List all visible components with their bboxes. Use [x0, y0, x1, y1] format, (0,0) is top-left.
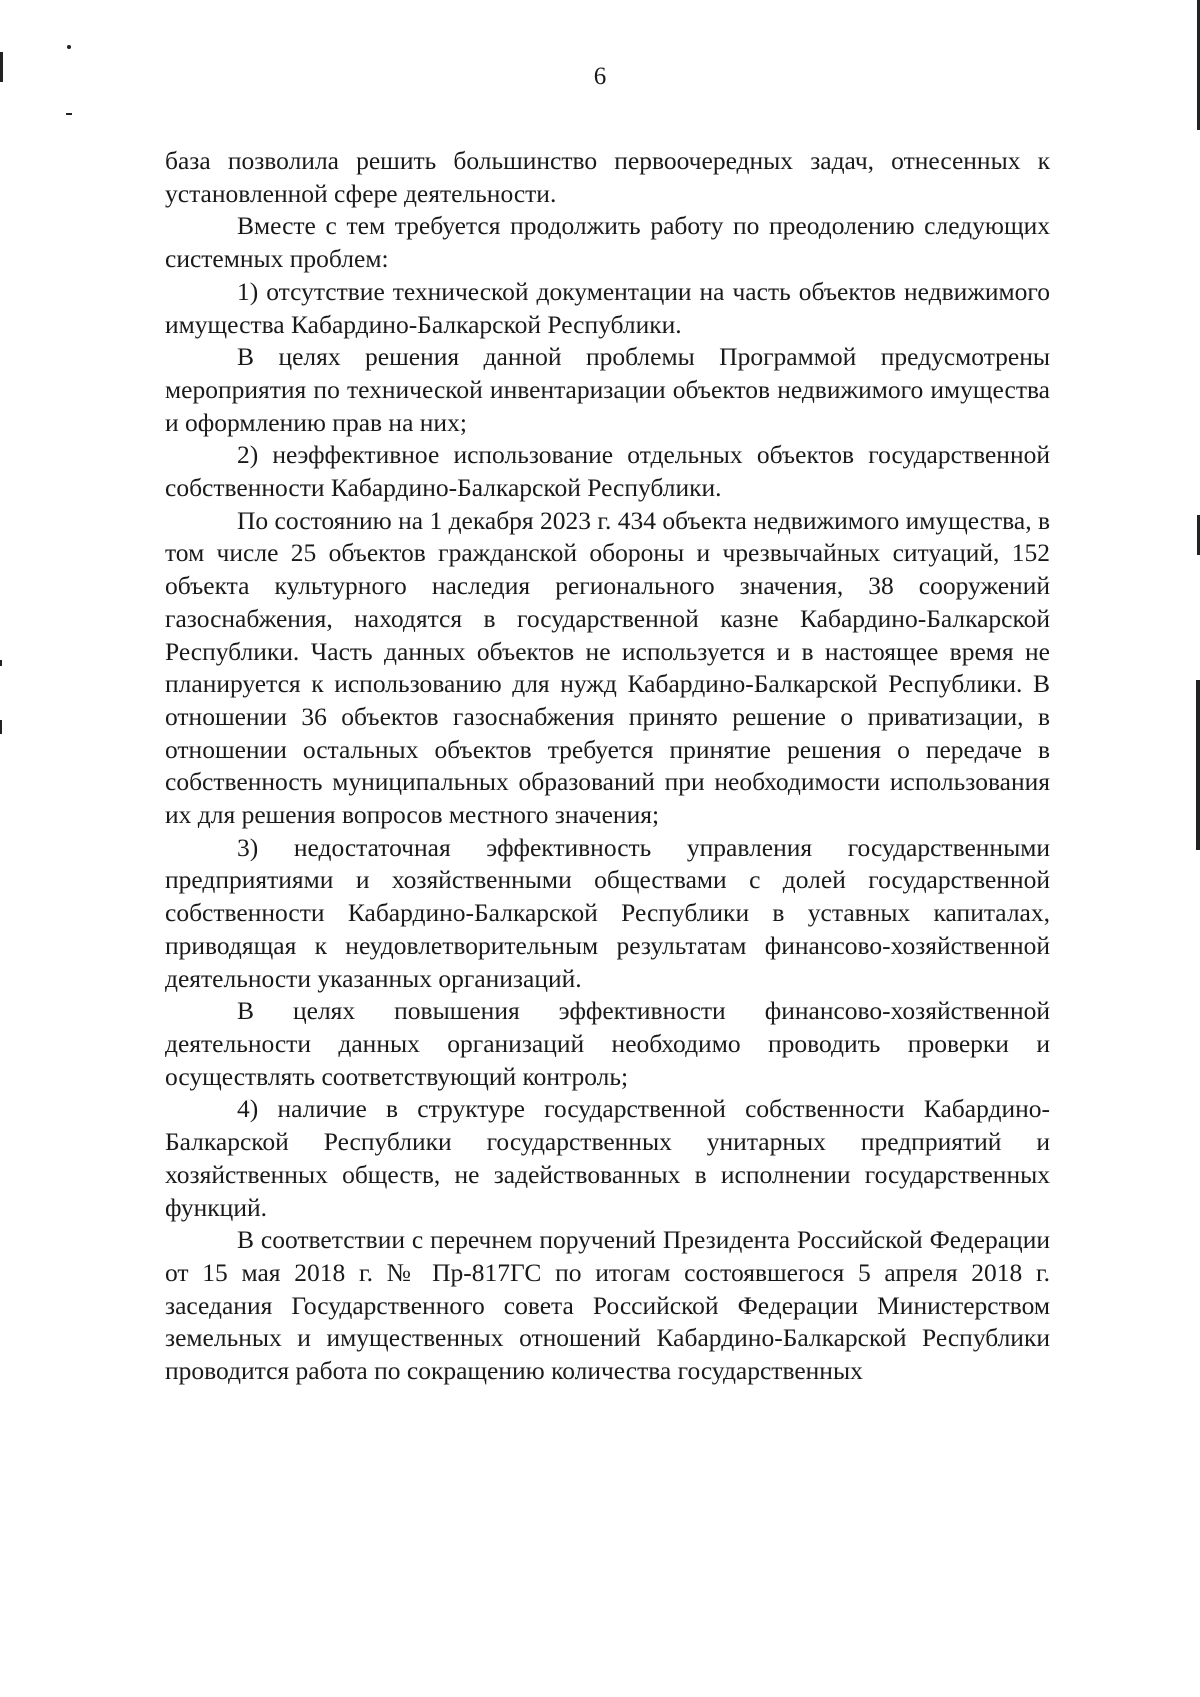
paragraph: 2) неэффективное использование отдельных объектов государственной собственности Кабардино-Балкарской Республики. [165, 440, 1050, 503]
scan-mark [67, 45, 71, 49]
document-body [165, 145, 1050, 1388]
paragraph: В соответствии с перечнем поручений Президента Российской Федерации от 15 мая 2018 г. № Пр-817ГС по итогам состоявшегося 5 апреля 2018 г. заседания Государственного совета Российской Федерации Министерством земельных и имущественных отношений Кабардино-Балкарской Республики проводится работа по сокращению количества государственных [165, 1225, 1050, 1386]
scan-mark [66, 113, 72, 115]
paragraph: 1) отсутствие технической документации на часть объектов недвижимого имущества Кабардино-Балкарской Республики. [165, 276, 1050, 339]
paragraph: В целях повышения эффективности финансово-хозяйственной деятельности данных организаций необходимо проводить проверки и осуществлять соответствующий контроль; [165, 996, 1050, 1091]
paragraph: 3) недостаточная эффективность управления государственными предприятиями и хозяйственными обществами с долей государственной собственности Кабардино-Балкарской Республики в уставных капиталах, приводящая к неудовлетворительным результатам финансово-хозяйственной деятельности указанных организаций. [165, 832, 1050, 993]
page-number: 6 [593, 63, 607, 90]
paragraph: В целях решения данной проблемы Программой предусмотрены мероприятия по технической инвентаризации объектов недвижимого имущества и оформлению прав на них; [165, 342, 1050, 437]
scan-mark [1196, 680, 1200, 850]
scan-mark [0, 660, 2, 666]
paragraph: база позволила решить большинство первоочередных задач, отнесенных к установленной сфере деятельности. [165, 146, 1050, 208]
paragraph: 4) наличие в структуре государственной собственности Кабардино-Балкарской Республики государственных унитарных предприятий и хозяйственных обществ, не задействованных в исполнении государственных функций. [165, 1094, 1050, 1222]
paragraph: Вместе с тем требуется продолжить работу по преодолению следующих системных проблем: [165, 211, 1050, 274]
scan-mark [0, 720, 2, 734]
paragraph: По состоянию на 1 декабря 2023 г. 434 объекта недвижимого имущества, в том числе 25 объектов гражданской обороны и чрезвычайных ситуаций, 152 объекта культурного наследия регионального значения, 38 сооружений газоснабжения, находятся в государственной казне Кабардино-Балкарской Республики. Часть данных объектов не используется и в настоящее время не планируется к использованию для нужд Кабардино-Балкарской Республики. В отношении 36 объектов газоснабжения принято решение о приватизации, в отношении остальных объектов требуется принятие решения о передаче в собственность муниципальных образований при необходимости использования их для решения вопросов местного значения; [165, 505, 1050, 830]
